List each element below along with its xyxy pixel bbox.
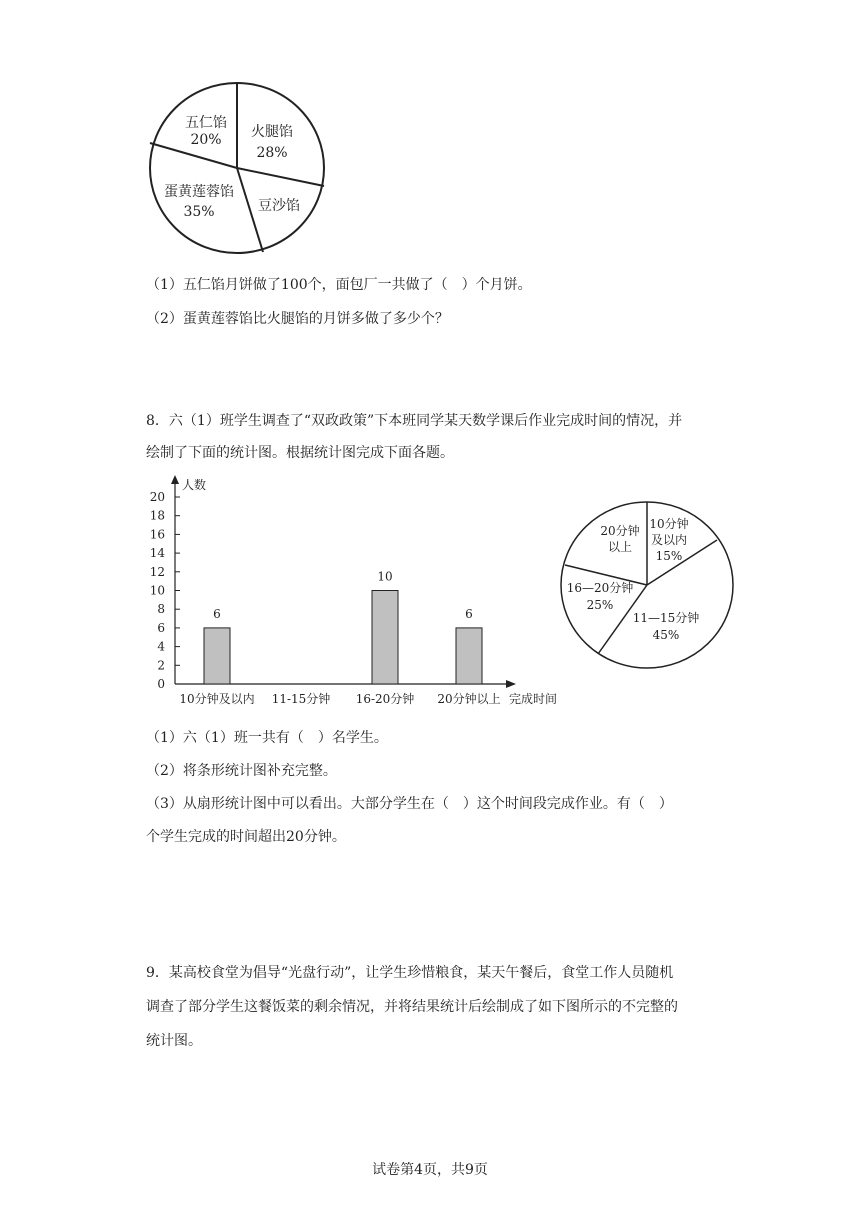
x-category-label: 16-20分钟 [355,692,415,706]
q7-sub2: （2）蛋黄莲蓉馅比火腿馅的月饼多做了多少个？ [146,311,449,327]
q9-line3: 统计图。 [146,1033,202,1049]
y-tick-label: 4 [157,639,165,654]
q8-sub2: （2）将条形统计图补充完整。 [146,763,337,779]
y-tick-label: 14 [149,546,165,561]
x-category-label: 11-15分钟 [271,692,331,706]
slice-label-10min-l2: 及以内 [650,533,688,547]
bar-value-label: 6 [465,606,473,621]
slice-label-20plus-l2: 以上 [607,540,633,554]
slice-pct-11-15: 45% [652,628,680,642]
bar [456,628,482,684]
x-axis-arrow [506,680,516,688]
q9-line1: 9．某高校食堂为倡导“光盘行动”，让学生珍惜粮食，某天午餐后，食堂工作人员随机 [146,965,674,981]
q8-line2: 绘制了下面的统计图。根据统计图完成下面各题。 [146,445,454,461]
slice-pct-dhlr: 35% [183,204,215,220]
slice-pct-10min: 15% [655,549,683,563]
page-footer: 试卷第4页，共9页 [372,1162,488,1178]
x-category-label: 10分钟及以内 [179,692,255,706]
slice-label-wuren: 五仁馅 [185,115,227,131]
q8-sub3a: （3）从扇形统计图中可以看出。大部分学生在（ ）这个时间段完成作业。有（ ） [146,796,673,812]
x-axis-label: 完成时间 [509,692,558,706]
slice-label-16-20: 16—20分钟 [566,581,634,595]
bar-value-label: 10 [377,569,393,584]
slice-label-20plus-l1: 20分钟 [600,524,640,538]
y-tick-label: 8 [157,602,165,617]
slice-label-10min-l1: 10分钟 [649,517,689,531]
bar [372,591,398,685]
y-tick-label: 16 [149,527,165,542]
q8-line1: 8．六（1）班学生调查了“双政政策”下本班同学某天数学课后作业完成时间的情况，并 [146,413,683,429]
y-tick-label: 12 [149,564,165,579]
bar-value-label: 6 [213,606,221,621]
x-category-label: 20分钟以上 [437,692,501,706]
q7-sub1: （1）五仁馅月饼做了100个，面包厂一共做了（ ）个月饼。 [146,277,532,293]
q8-sub1: （1）六（1）班一共有（ ）名学生。 [146,730,388,746]
y-tick-label: 0 [157,677,165,691]
homework-time-bar-chart [140,470,570,715]
slice-pct-16-20: 25% [586,598,614,612]
slice-label-huotui: 火腿馅 [251,124,293,140]
y-axis-label: 人数 [182,478,207,492]
slice-pct-huotui: 28% [256,145,288,161]
y-tick-label: 6 [157,620,165,635]
y-tick-label: 20 [149,490,165,504]
y-tick-label: 2 [157,658,165,673]
q8-sub3b: 个学生完成的时间超出20分钟。 [146,829,346,845]
bar [204,628,230,684]
q9-line2: 调查了部分学生这餐饭菜的剩余情况，并将结果统计后绘制成了如下图所示的不完整的 [146,999,678,1015]
y-tick-label: 18 [149,508,165,523]
slice-label-dousha: 豆沙馅 [258,198,300,214]
y-axis-arrow [171,475,179,484]
homework-time-pie-chart [555,495,745,675]
mooncake-pie-chart [140,78,340,258]
slice-label-dhlr: 蛋黄莲蓉馅 [164,184,234,200]
y-tick-label: 10 [149,583,165,598]
slice-label-11-15: 11—15分钟 [632,611,700,625]
slice-pct-wuren: 20% [190,132,222,148]
